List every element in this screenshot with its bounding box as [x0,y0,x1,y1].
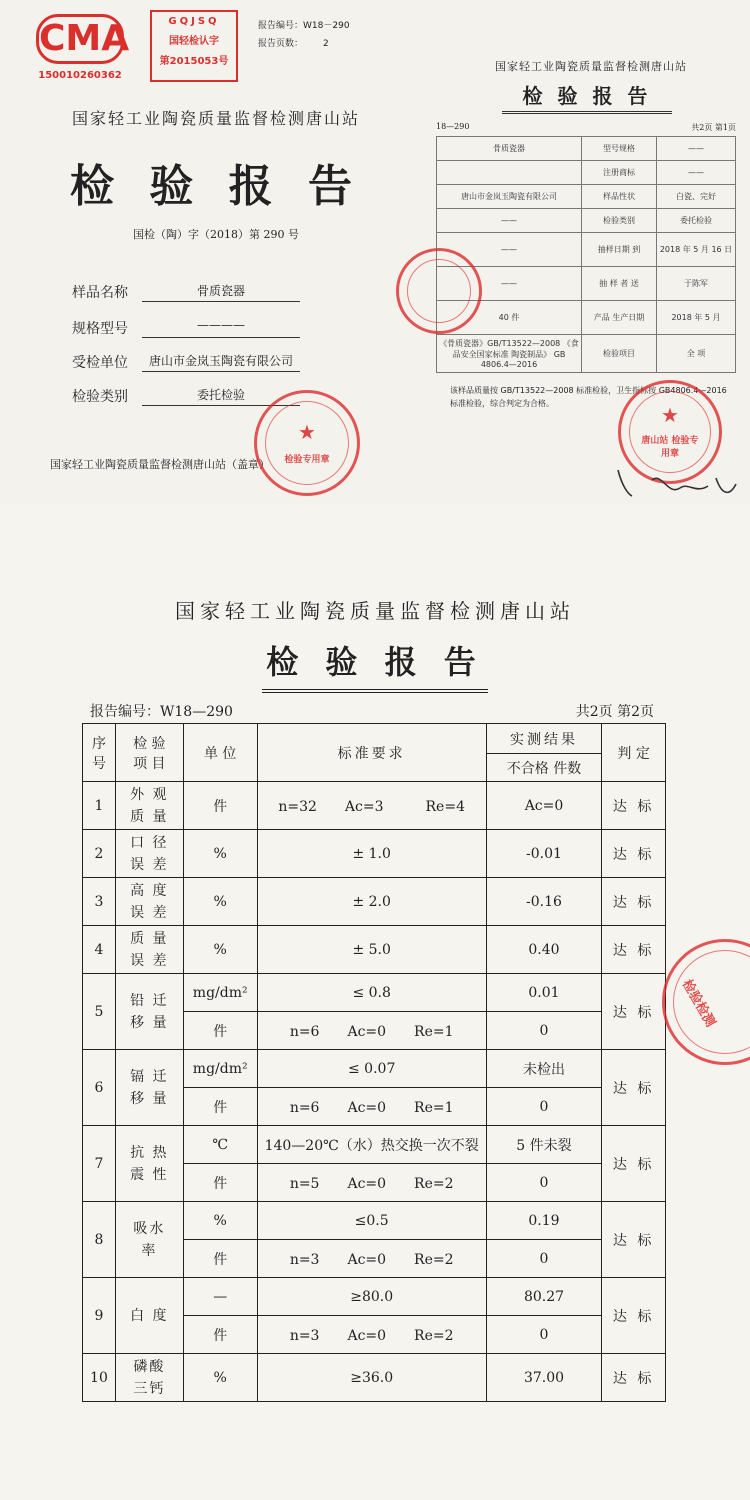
stamp-line2: 国轻检认字 [169,36,219,47]
unit-cell: mg/dm² [183,974,257,1012]
p1-report-number: 18—290 [436,122,470,131]
judgement-cell: 达 标 [602,926,666,974]
p2-page-info: 共2页 第2页 [575,704,654,720]
unit-cell: 件 [183,1088,257,1126]
unit-cell: ℃ [183,1126,257,1164]
p1-cell-value: —— [657,161,736,185]
signature-scribble [612,466,742,500]
judgement-cell: 达 标 [602,878,666,926]
standard-cell: n=5 Ac=0 Re=2 [257,1164,486,1202]
result-row [83,1050,666,1088]
unit-cell: 件 [183,1240,257,1278]
standard-cell: n=3 Ac=0 Re=2 [257,1240,486,1278]
unit-cell: % [183,830,257,878]
cover-field-client: 受检单位 唐山市金岚玉陶瓷有限公司 [72,352,300,372]
judgement-cell: 达 标 [602,1126,666,1202]
p1-cell-left: 唐山市金岚玉陶瓷有限公司 [437,185,582,209]
cover-doc-code: 国检（陶）字（2018）第 290 号 [133,228,299,241]
header-result-sub: 不合格 件数 [486,754,602,782]
unit-cell: % [183,1354,257,1402]
row-number: 3 [83,878,116,926]
result-cell: 5 件未裂 [486,1126,602,1164]
cma-letters: CMA [36,14,124,64]
p1-table-row [437,233,736,267]
standard-cell: 140—20℃（水）热交换一次不裂 [257,1126,486,1164]
result-cell: -0.16 [486,878,602,926]
standard-cell: n=6 Ac=0 Re=1 [257,1012,486,1050]
result-row [83,926,666,974]
test-item: 铅 迁 移 量 [115,974,183,1050]
result-cell: 0.40 [486,926,602,974]
p1-cell-label: 抽样日期 到 [582,233,657,267]
cover-page-count: 报告页数： 2 [258,39,329,49]
p1-cell-value: 白瓷、完好 [657,185,736,209]
standard-cell: ≥80.0 [257,1278,486,1316]
result-row [83,1202,666,1240]
cover-field-model: 规格型号 ———— [72,318,300,338]
p2-title: 检 验 报 告 [262,637,488,693]
test-item: 白 度 [115,1278,183,1354]
p2-station-name: 国家轻工业陶瓷质量监督检测唐山站 [175,599,575,623]
p1-cell-label: 检验类别 [582,209,657,233]
test-item: 吸水率 [115,1202,183,1278]
p1-cell-label: 抽 样 者 送 [582,267,657,301]
standard-cell: ≤0.5 [257,1202,486,1240]
cover-field-category: 检验类别 委托检验 [72,386,300,406]
report-page-2 [0,505,750,1500]
row-number: 9 [83,1278,116,1354]
p1-table-row [437,137,736,161]
judgement-cell: 达 标 [602,974,666,1050]
header-no: 序 号 [83,724,116,782]
p2-results-table [82,723,666,1402]
result-row [83,974,666,1012]
p1-seal-star-icon: ★ [661,403,679,427]
row-number: 2 [83,830,116,878]
p1-cell-left: 骨质瓷器 [437,137,582,161]
p1-cell-value: —— [657,137,736,161]
unit-cell: — [183,1278,257,1316]
unit-cell: 件 [183,1164,257,1202]
header-item: 检 验 项 目 [115,724,183,782]
p2-edge-seal: 检验检测 [662,939,750,1065]
cover-report-number: 报告编号：W18－290 [258,21,350,31]
p1-cell-left: —— [437,233,582,267]
row-number: 6 [83,1050,116,1126]
result-cell: 37.00 [486,1354,602,1402]
cover-sheet [0,0,432,505]
p1-table-row [437,209,736,233]
p1-info-table [436,136,736,373]
accreditation-stamp [150,10,238,82]
test-item: 质 量 误 差 [115,926,183,974]
p1-page-info: 共2页 第1页 [691,123,736,132]
standard-cell: ± 2.0 [257,878,486,926]
unit-cell: % [183,926,257,974]
header-judge: 判 定 [602,724,666,782]
p1-table-row [437,185,736,209]
standard-cell: n=32 Ac=3 Re=4 [257,782,486,830]
cover-footer: 国家轻工业陶瓷质量监督检测唐山站（盖章） [50,458,270,471]
p1-cell-left: —— [437,209,582,233]
result-cell: 0 [486,1316,602,1354]
p1-table-row [437,335,736,373]
judgement-cell: 达 标 [602,1354,666,1402]
test-item: 抗 热 震 性 [115,1126,183,1202]
judgement-cell: 达 标 [602,830,666,878]
p1-table-row [437,301,736,335]
unit-cell: 件 [183,1012,257,1050]
header-unit: 单 位 [183,724,257,782]
result-cell: 0.01 [486,974,602,1012]
result-cell: 0 [486,1012,602,1050]
p1-cell-value: 2018 年 5 月 [657,301,736,335]
standard-cell: n=3 Ac=0 Re=2 [257,1316,486,1354]
standard-cell: n=6 Ac=0 Re=1 [257,1088,486,1126]
row-number: 8 [83,1202,116,1278]
test-item: 高 度 误 差 [115,878,183,926]
test-item: 镉 迁 移 量 [115,1050,183,1126]
header-result: 实测结果 [486,724,602,754]
result-row [83,782,666,830]
standard-cell: ≤ 0.8 [257,974,486,1012]
unit-cell: mg/dm² [183,1050,257,1088]
p1-cell-label: 样品性状 [582,185,657,209]
p1-cell-label: 注册商标 [582,161,657,185]
p1-cell-left: 《骨质瓷器》GB/T13522—2008 《食品安全国家标准 陶瓷制品》 GB 4806.4—2016 [437,335,582,373]
result-row [83,1354,666,1402]
header-standard: 标准要求 [257,724,486,782]
p1-cell-label: 产品 生产日期 [582,301,657,335]
p1-cell-label: 型号规格 [582,137,657,161]
p1-cell-label: 检验项目 [582,335,657,373]
row-number: 4 [83,926,116,974]
result-cell: -0.01 [486,830,602,878]
judgement-cell: 达 标 [602,782,666,830]
unit-cell: 件 [183,1316,257,1354]
p1-cell-value: 2018 年 5 月 16 日 [657,233,736,267]
p1-station-name: 国家轻工业陶瓷质量监督检测唐山站 [495,60,687,73]
judgement-cell: 达 标 [602,1278,666,1354]
judgement-cell: 达 标 [602,1050,666,1126]
result-row [83,1126,666,1164]
stamp-line1: GQJSQ [168,16,220,27]
p1-table-row [437,161,736,185]
p1-edge-seal [396,248,482,334]
judgement-cell: 达 标 [602,1202,666,1278]
cover-official-seal: ★ 检验专用章 [254,390,360,496]
report-page-1 [432,0,750,505]
result-cell: Ac=0 [486,782,602,830]
standard-cell: ≥36.0 [257,1354,486,1402]
cma-logo [36,14,130,81]
result-row [83,1278,666,1316]
p1-official-seal: ★ 唐山站 检验专用章 [618,380,722,484]
cma-number: 150010260362 [38,70,122,81]
row-number: 5 [83,974,116,1050]
p1-cell-left: 40 件 [437,301,582,335]
standard-cell: ≤ 0.07 [257,1050,486,1088]
result-cell: 0 [486,1240,602,1278]
p1-cell-value: 于陈军 [657,267,736,301]
cover-station-name: 国家轻工业陶瓷质量监督检测唐山站 [71,109,360,128]
test-item: 外 观 质 量 [115,782,183,830]
test-item: 磷酸 三钙 [115,1354,183,1402]
result-row [83,830,666,878]
unit-cell: % [183,1202,257,1240]
result-cell: 0 [486,1088,602,1126]
result-cell: 未检出 [486,1050,602,1088]
stamp-line3: 第2015053号 [159,56,229,67]
row-number: 10 [83,1354,116,1402]
p2-report-number: 报告编号：W18—290 [90,704,233,720]
test-item: 口 径 误 差 [115,830,183,878]
unit-cell: % [183,878,257,926]
p1-cell-value: 委托检验 [657,209,736,233]
cover-field-sample-name: 样品名称 骨质瓷器 [72,282,300,302]
result-row [83,878,666,926]
row-number: 7 [83,1126,116,1202]
standard-cell: ± 5.0 [257,926,486,974]
p1-title: 检 验 报 告 [502,80,672,114]
result-cell: 0 [486,1164,602,1202]
row-number: 1 [83,782,116,830]
p1-cell-left: —— [437,267,582,301]
seal-star-icon: ★ [298,419,316,444]
result-cell: 80.27 [486,1278,602,1316]
result-cell: 0.19 [486,1202,602,1240]
unit-cell: 件 [183,782,257,830]
standard-cell: ± 1.0 [257,830,486,878]
p1-conclusion: 该样品质量按 GB/T13522—2008 标准检验，卫生指标按 GB4806.4—2016 标准检验，综合判定为合格。 [450,386,727,408]
p1-cell-left [437,161,582,185]
p1-cell-value: 全 项 [657,335,736,373]
cover-title: 检 验 报 告 [70,161,362,212]
